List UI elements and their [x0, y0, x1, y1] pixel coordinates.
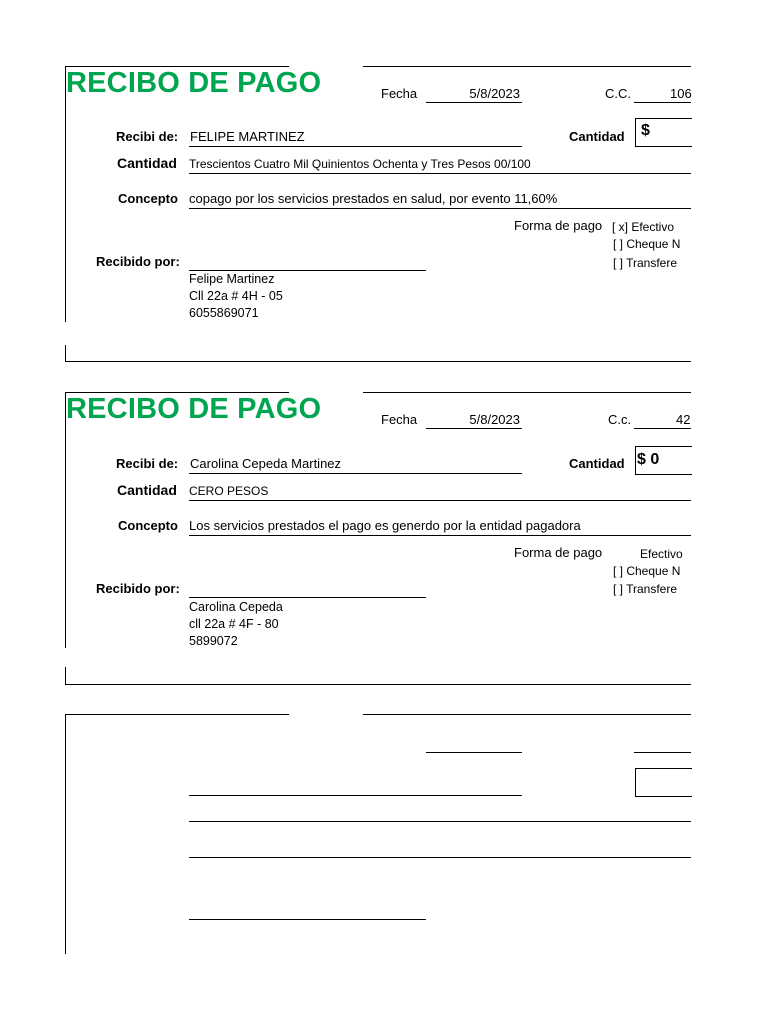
signatory-address: cll 22a # 4F - 80 — [189, 617, 279, 631]
frame-left-line — [65, 66, 66, 322]
cantidad-label: Cantidad — [117, 482, 177, 498]
signature-line — [189, 597, 426, 598]
receipt-title: RECIBO DE PAGO — [66, 67, 322, 99]
concepto-value: Los servicios prestados el pago es generdo por la entidad pagadora — [189, 518, 581, 533]
cc-label: C.c. — [608, 412, 632, 427]
cantidad-label: Cantidad — [117, 155, 177, 171]
frame-top-right-line — [363, 392, 691, 393]
cc-line — [634, 102, 691, 103]
forma-pago-label: Forma de pago — [514, 545, 603, 560]
recibi-value: Carolina Cepeda Martinez — [190, 456, 342, 471]
fecha-label: Fecha — [381, 86, 418, 101]
recibi-line — [189, 146, 522, 147]
frame-left-line — [65, 392, 66, 648]
concepto-line — [189, 208, 691, 209]
cantidad-value: CERO PESOS — [189, 484, 269, 498]
recibi-line[interactable] — [189, 795, 522, 796]
concepto-line[interactable] — [189, 857, 691, 858]
frame-bottom-line — [65, 361, 691, 362]
receipt-title: RECIBO DE PAGO — [66, 393, 322, 425]
cc-label: C.C. — [605, 86, 631, 101]
cc-value: 106 — [670, 86, 692, 101]
recibido-label: Recibido por: — [96, 254, 180, 269]
frame-bottom-line — [65, 684, 691, 685]
recibi-value: FELIPE MARTINEZ — [190, 129, 305, 144]
fecha-label: Fecha — [381, 412, 418, 427]
frame-top-right-line — [363, 66, 691, 67]
pago-cheque-option[interactable]: [ ] Cheque N — [613, 237, 681, 251]
pago-transferencia-option[interactable]: [ ] Transfere — [613, 256, 678, 270]
frame-left-lower-line — [65, 667, 66, 684]
pago-transferencia-option[interactable]: [ ] Transfere — [613, 582, 678, 596]
cantidad-box-value: $ 0 — [637, 451, 660, 468]
cc-line[interactable] — [634, 752, 691, 753]
signatory-name: Felipe Martinez — [189, 272, 275, 286]
cantidad-box-label: Cantidad — [569, 456, 625, 471]
concepto-value: copago por los servicios prestados en salud, por evento 11,60% — [189, 191, 558, 206]
pago-efectivo-option[interactable]: [ x] Efectivo — [612, 220, 675, 234]
frame-top-right-line — [363, 714, 691, 715]
cantidad-box[interactable] — [635, 768, 692, 797]
signatory-name: Carolina Cepeda — [189, 600, 283, 614]
cantidad-box-label: Cantidad — [569, 129, 625, 144]
concepto-label: Concepto — [118, 518, 178, 533]
recibi-label: Recibi de: — [116, 456, 179, 471]
frame-left-line — [65, 714, 66, 954]
cc-value: 42 — [676, 412, 691, 427]
signatory-phone: 5899072 — [189, 634, 238, 648]
cantidad-value: Trescientos Cuatro Mil Quinientos Ochenta y Tres Pesos 00/100 — [189, 157, 531, 171]
cantidad-line[interactable] — [189, 821, 691, 822]
fecha-value: 5/8/2023 — [469, 86, 520, 101]
fecha-line — [426, 102, 522, 103]
recibi-line — [189, 473, 522, 474]
pago-cheque-option[interactable]: [ ] Cheque N — [613, 564, 681, 578]
signatory-address: Cll 22a # 4H - 05 — [189, 289, 283, 303]
recibi-label: Recibi de: — [116, 129, 179, 144]
fecha-value: 5/8/2023 — [469, 412, 520, 427]
signature-line[interactable] — [189, 919, 426, 920]
recibido-label: Recibido por: — [96, 581, 180, 596]
forma-pago-label: Forma de pago — [514, 218, 603, 233]
fecha-line — [426, 428, 522, 429]
cantidad-box-value: $ — [641, 122, 650, 139]
signatory-phone: 6055869071 — [189, 306, 259, 320]
signature-line — [189, 270, 426, 271]
cantidad-line — [189, 173, 691, 174]
frame-left-lower-line — [65, 345, 66, 361]
cc-line — [634, 428, 691, 429]
concepto-label: Concepto — [118, 191, 178, 206]
cantidad-line — [189, 500, 691, 501]
frame-top-left-line — [65, 714, 289, 715]
fecha-line[interactable] — [426, 752, 522, 753]
concepto-line — [189, 535, 691, 536]
pago-efectivo-option[interactable]: Efectivo — [640, 547, 683, 561]
